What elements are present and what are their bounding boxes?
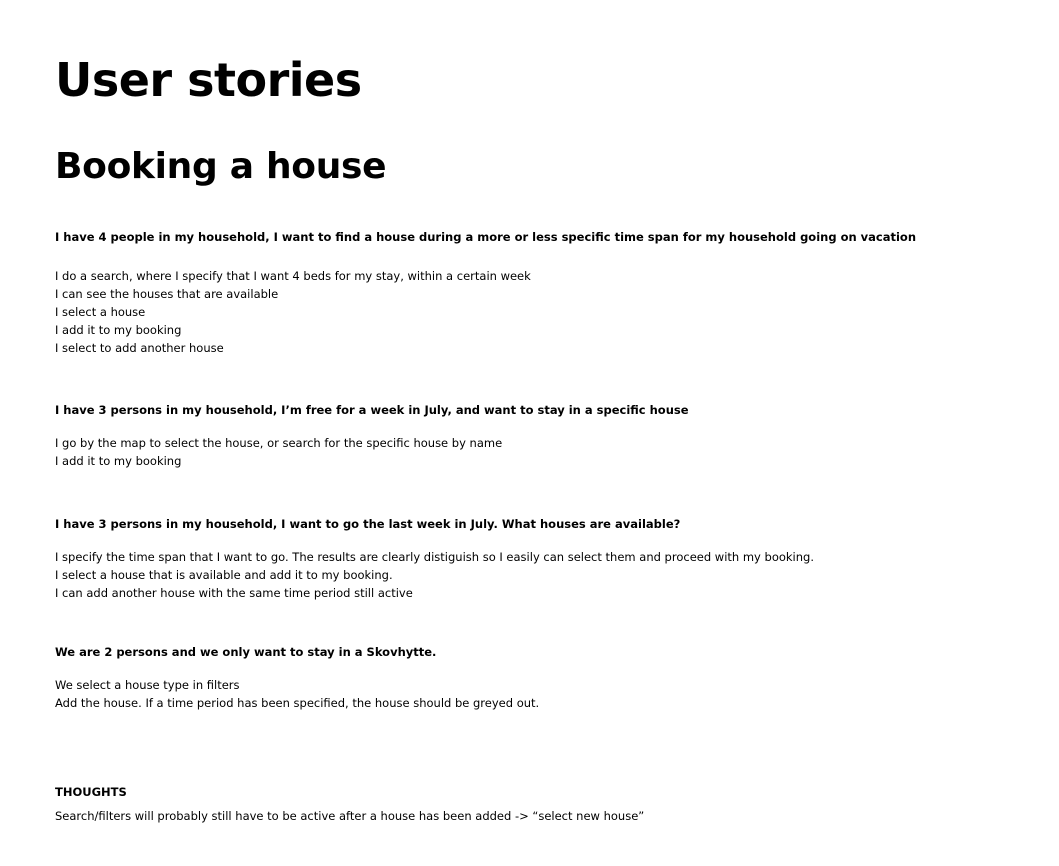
story-step: I go by the map to select the house, or search for the specific house by name <box>55 436 503 450</box>
story-steps <box>55 267 531 357</box>
page-title: User stories <box>55 53 362 107</box>
story-step: I specify the time span that I want to go. The results are clearly distiguish so I easily can select them and proceed with my booking. <box>55 550 814 564</box>
story-title: I have 4 people in my household, I want to find a house during a more or less specific time span for my household going on vacation <box>55 230 917 244</box>
story-title: I have 3 persons in my household, I want to go the last week in July. What houses are available? <box>55 517 681 531</box>
story-step: I add it to my booking <box>55 454 182 468</box>
story-step: I add it to my booking <box>55 323 182 337</box>
story-title: I have 3 persons in my household, I’m free for a week in July, and want to stay in a specific house <box>55 403 689 417</box>
story-step: I do a search, where I specify that I want 4 beds for my stay, within a certain week <box>55 269 531 283</box>
thoughts-label: THOUGHTS <box>55 785 127 799</box>
story-step: I select a house that is available and add it to my booking. <box>55 568 393 582</box>
story-steps <box>55 548 814 602</box>
story-steps <box>55 676 539 712</box>
story-step: I select a house <box>55 305 146 319</box>
story-step: Add the house. If a time period has been specified, the house should be greyed out. <box>55 696 540 710</box>
story-step: We select a house type in filters <box>55 678 240 692</box>
section-title: Booking a house <box>55 146 387 187</box>
story-step: I select to add another house <box>55 341 224 355</box>
story-step: I can see the houses that are available <box>55 287 279 301</box>
story-steps <box>55 434 502 470</box>
story-title: We are 2 persons and we only want to stay in a Skovhytte. <box>55 645 437 659</box>
thoughts-text: Search/filters will probably still have to be active after a house has been added -> “select new house” <box>55 809 645 823</box>
story-step: I can add another house with the same time period still active <box>55 586 413 600</box>
